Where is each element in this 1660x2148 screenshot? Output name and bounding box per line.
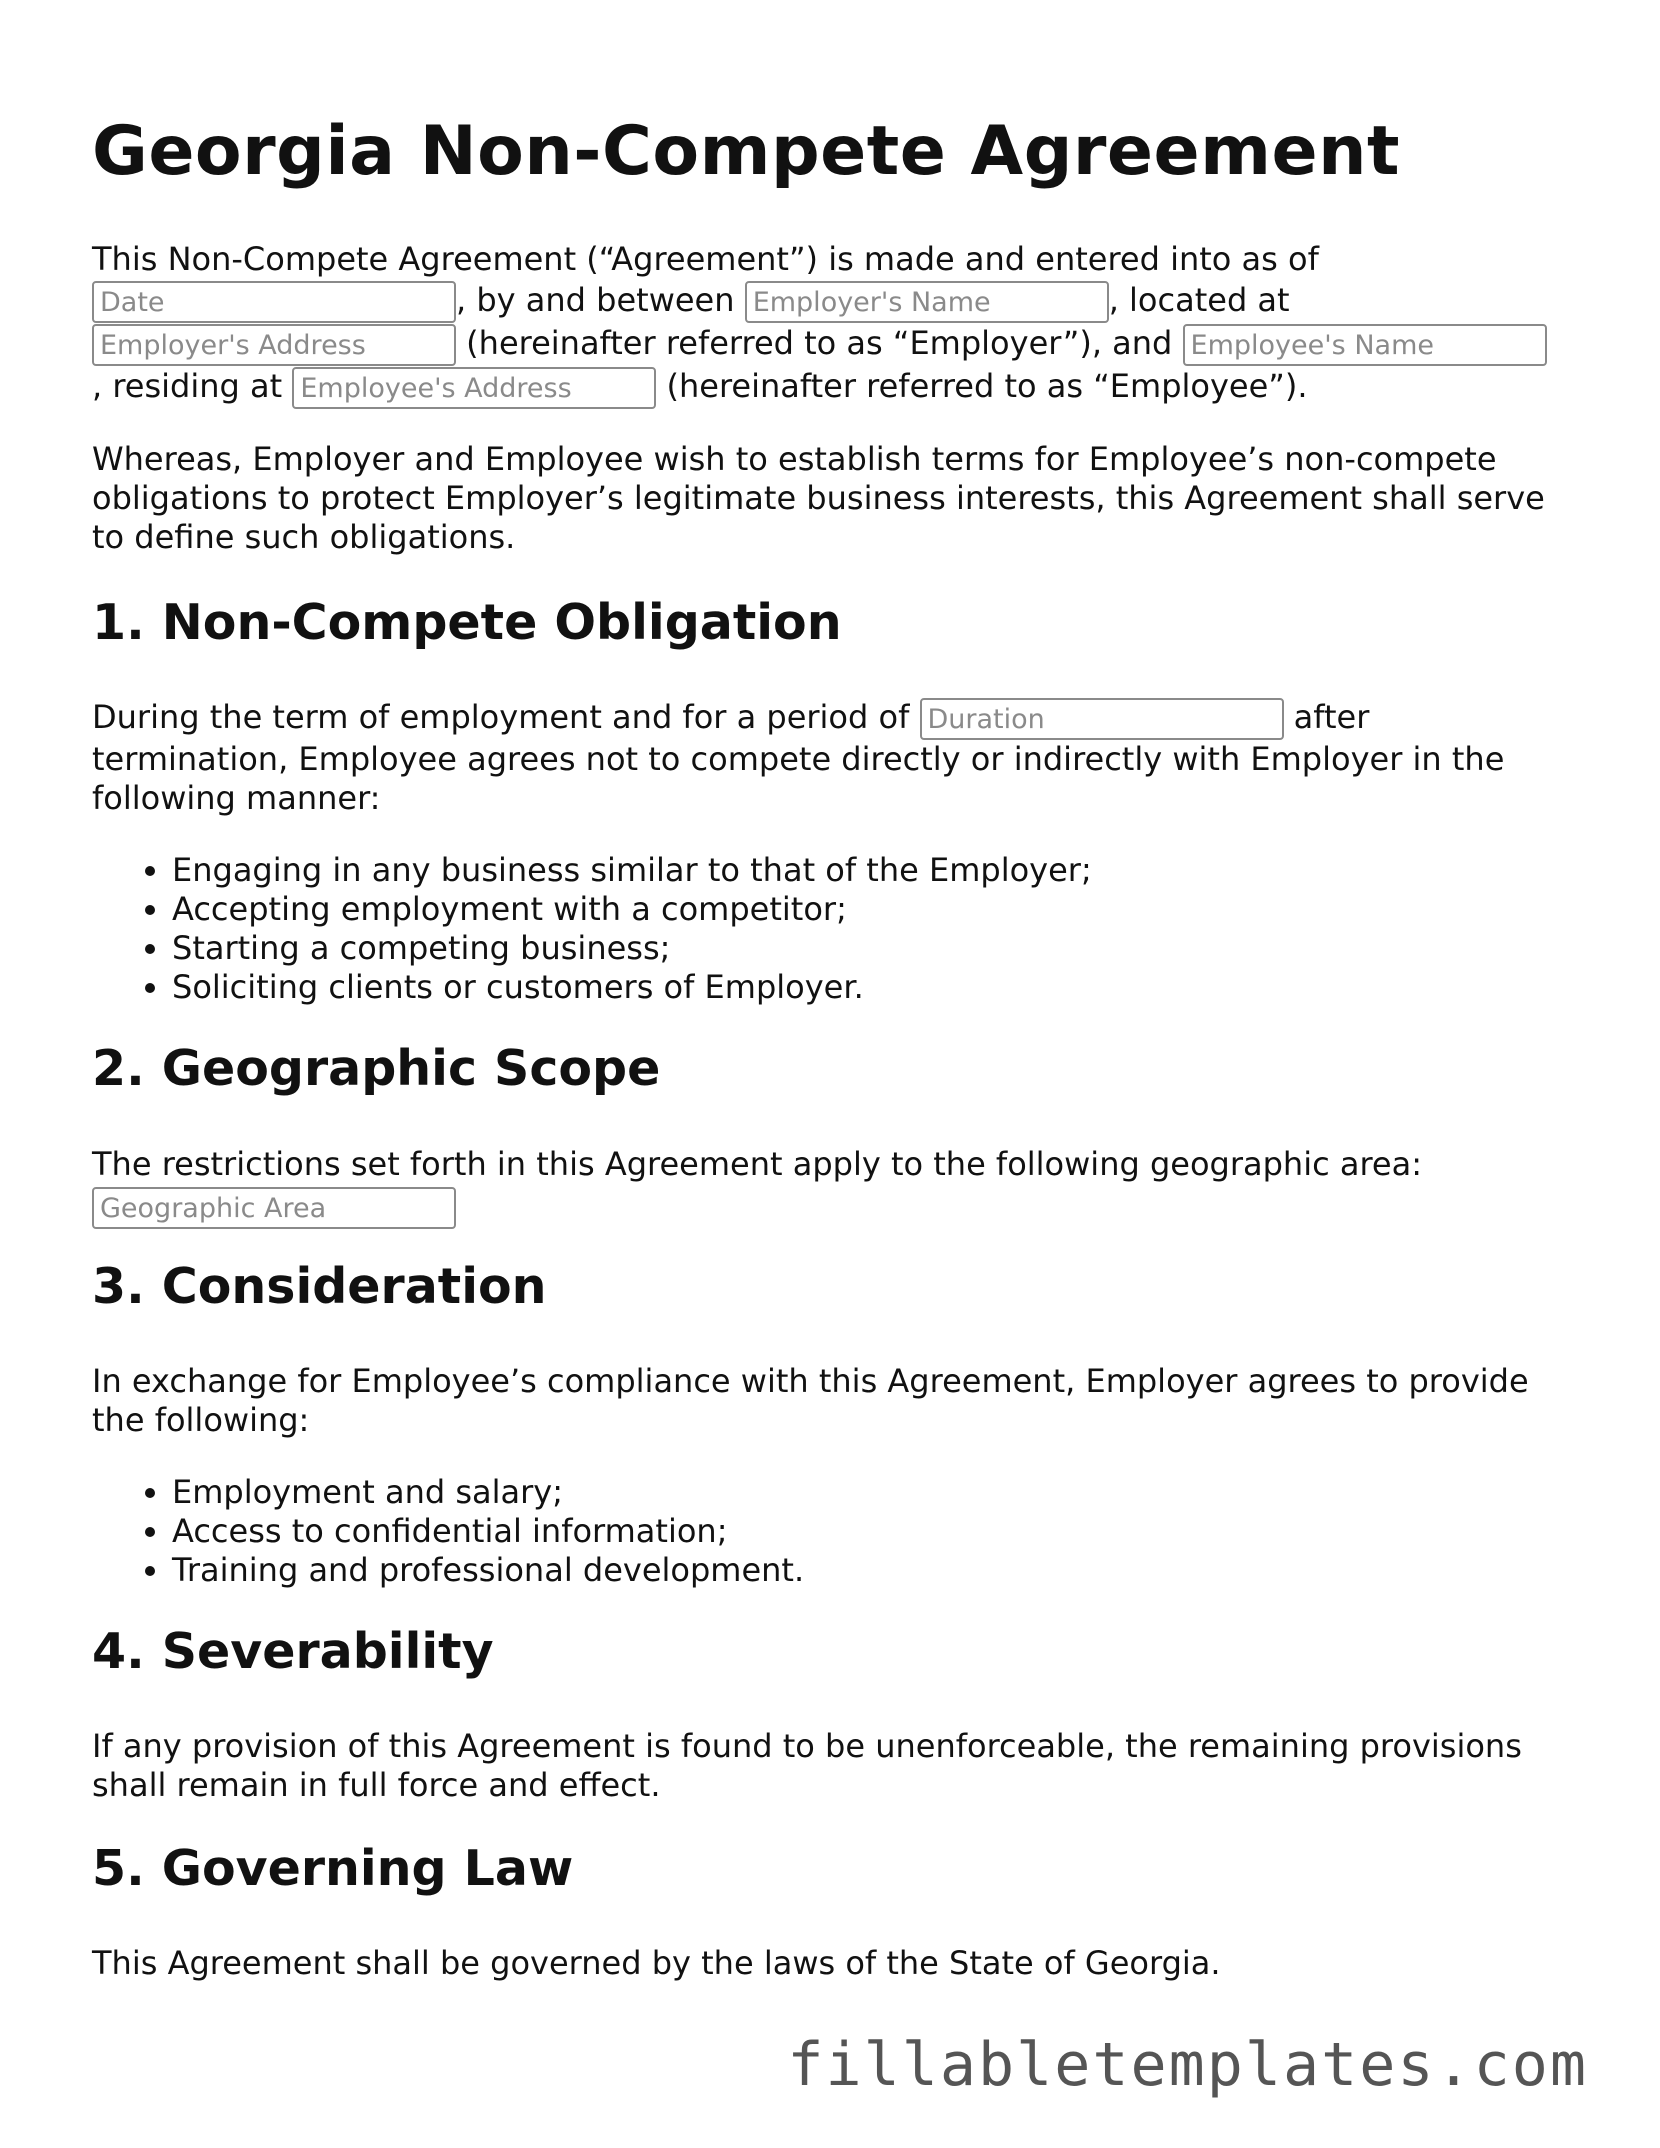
list-item: • Engaging in any business similar to that of the Employer; — [172, 851, 1092, 890]
section-1-text-line-2: termination, Employee agrees not to compete directly or indirectly with Employer in the — [92, 740, 1505, 778]
employee-name-field[interactable] — [1183, 324, 1547, 366]
section-4-heading: 4. Severability — [92, 1623, 494, 1680]
section-5-paragraph: This Agreement shall be governed by the laws of the State of Georgia. — [92, 1944, 1221, 1982]
employer-address-field[interactable] — [92, 324, 456, 366]
hereinafter-employee-text: (hereinafter referred to as “Employee”). — [666, 367, 1308, 405]
intro-line-4 — [92, 365, 1308, 409]
list-item: • Employment and salary; — [172, 1473, 804, 1512]
located-at-text: , located at — [1108, 281, 1290, 319]
list-item: • Access to confidential information; — [172, 1512, 804, 1551]
hereinafter-employer-text: (hereinafter referred to as “Employer”), and — [466, 324, 1173, 362]
section-3-heading: 3. Consideration — [92, 1258, 547, 1315]
list-item: • Soliciting clients or customers of Employer. — [172, 968, 1092, 1007]
intro-line-3 — [92, 322, 1547, 366]
intro-line-2 — [92, 279, 1290, 323]
section-3-list — [92, 1473, 804, 1590]
section-1-line-3 — [92, 777, 380, 819]
section-1-text-before: During the term of employment and for a period of — [92, 698, 910, 736]
intro-line-1 — [92, 238, 1319, 280]
section-2-line-2 — [92, 1185, 456, 1229]
section-5-heading: 5. Governing Law — [92, 1840, 574, 1897]
section-2-text: The restrictions set forth in this Agreement apply to the following geographic area: — [92, 1145, 1422, 1183]
intro-text: This Non-Compete Agreement (“Agreement”) is made and entered into as of — [92, 240, 1319, 278]
date-field[interactable] — [92, 281, 456, 323]
section-2-heading: 2. Geographic Scope — [92, 1040, 661, 1097]
section-1-heading: 1. Non-Compete Obligation — [92, 594, 842, 651]
section-1-line-1 — [92, 696, 1369, 740]
section-1-list — [92, 851, 1092, 1007]
section-1-text-line-3: following manner: — [92, 779, 381, 817]
employer-name-field[interactable] — [745, 281, 1109, 323]
geographic-area-field[interactable] — [92, 1187, 456, 1229]
section-4-paragraph: If any provision of this Agreement is found to be unenforceable, the remaining provisions shall remain in full force and effect. — [92, 1727, 1522, 1804]
page-title: Georgia Non-Compete Agreement — [92, 112, 1401, 191]
site-watermark: fillabletemplates.com — [787, 2030, 1588, 2100]
by-and-between-text: , by and between — [456, 281, 735, 319]
section-3-paragraph: In exchange for Employee’s compliance with this Agreement, Employer agrees to provide the following: — [92, 1362, 1529, 1439]
list-item: • Training and professional development. — [172, 1551, 804, 1590]
section-2-line-1 — [92, 1143, 1422, 1185]
section-1-line-2 — [92, 738, 1504, 780]
employee-address-field[interactable] — [292, 367, 656, 409]
list-item: • Accepting employment with a competitor; — [172, 890, 1092, 929]
residing-at-text: , residing at — [92, 367, 283, 405]
whereas-paragraph: Whereas, Employer and Employee wish to establish terms for Employee’s non-compete obligations to protect Employer’s legitimate business interests, this Agreement shall serve to define such obligations. — [92, 440, 1545, 556]
section-1-text-after: after — [1293, 698, 1370, 736]
list-item: • Starting a competing business; — [172, 929, 1092, 968]
duration-field[interactable] — [920, 698, 1284, 740]
